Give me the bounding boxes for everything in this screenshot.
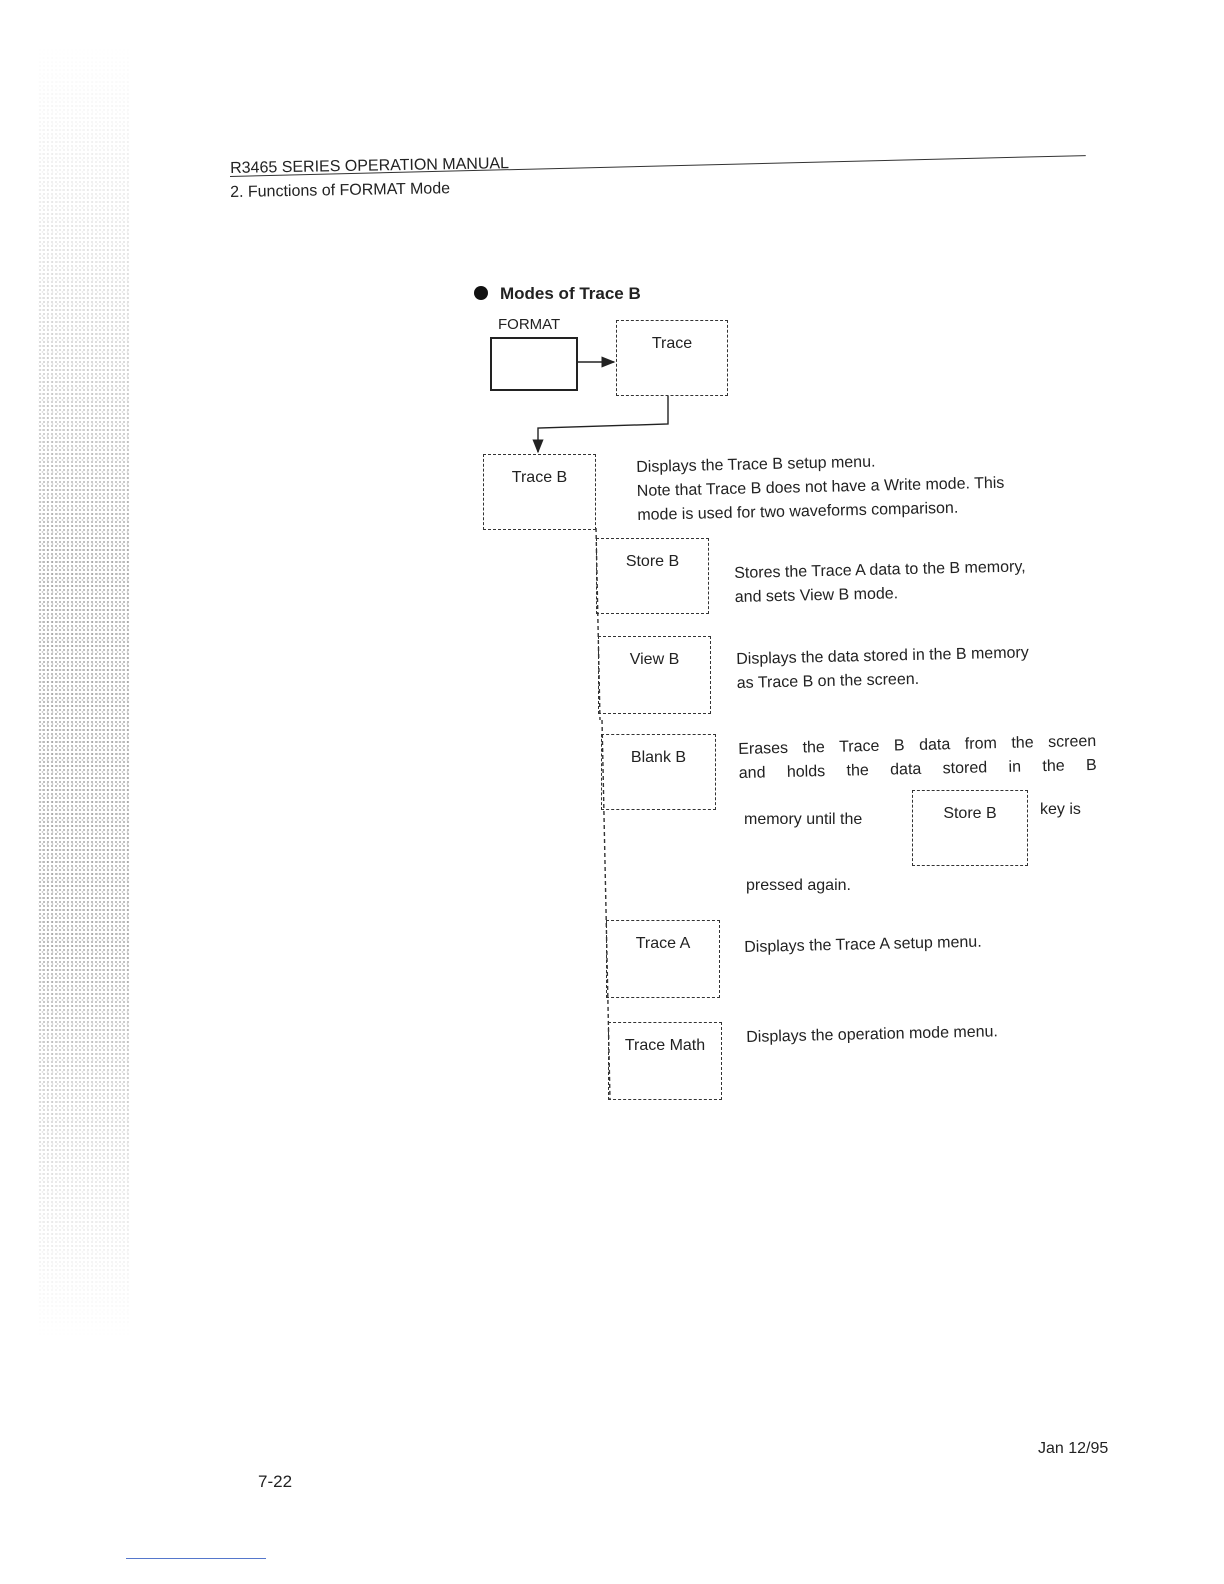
blankb-desc-line4: pressed again. <box>746 877 851 894</box>
blankb-softkey-label: Blank B <box>630 749 687 766</box>
viewb-desc-line2: as Trace B on the screen. <box>736 670 920 692</box>
storeb-desc-line1: Stores the Trace A data to the B memory, <box>734 558 1026 582</box>
traceb-desc-line1: Displays the Trace B setup menu. <box>636 453 876 476</box>
traceb-desc-line2: Note that Trace B does not have a Write mode. This <box>636 474 1005 500</box>
tracea-desc-line1: Displays the Trace A setup menu. <box>744 933 982 956</box>
chapter-subtitle: 2. Functions of FORMAT Mode <box>230 180 451 201</box>
section-heading-text: Modes of Trace B <box>500 284 641 303</box>
manual-title: R3465 SERIES OPERATION MANUAL <box>230 155 510 177</box>
bottom-edge-line <box>126 1558 266 1559</box>
revision-date: Jan 12/95 <box>1038 1440 1109 1457</box>
blankb-desc-line1: Erases the Trace B data from the screen <box>738 732 1097 758</box>
storeb-description <box>734 553 1115 610</box>
storeb-softkey[interactable] <box>596 538 709 614</box>
blankb-desc-line3-suffix: key is <box>1040 801 1081 818</box>
traceb-description <box>636 445 1118 528</box>
traceb-desc-line3: mode is used for two waveforms comparison. <box>637 499 959 524</box>
traceb-softkey[interactable] <box>483 454 596 530</box>
tracea-softkey[interactable] <box>606 920 720 998</box>
storeb-softkey-label: Store B <box>625 553 680 570</box>
blankb-desc-line2: and holds the data stored in the B <box>738 756 1097 782</box>
viewb-softkey[interactable] <box>598 636 711 714</box>
tracemath-softkey[interactable] <box>608 1022 722 1100</box>
tracea-softkey-label: Trace A <box>635 935 691 952</box>
traceb-softkey-label: Trace B <box>511 469 568 486</box>
viewb-desc-line1: Displays the data stored in the B memory <box>736 644 1029 668</box>
tracemath-softkey-label: Trace Math <box>624 1037 706 1054</box>
tracemath-desc-line1: Displays the operation mode menu. <box>746 1023 999 1046</box>
trace-softkey-label: Trace <box>651 335 693 352</box>
storeb-desc-line2: and sets View B mode. <box>734 585 899 606</box>
format-key-label: FORMAT <box>498 316 561 333</box>
viewb-description <box>736 639 1117 696</box>
blankb-description <box>738 730 1097 786</box>
trace-to-traceb-arrow <box>538 396 668 452</box>
inline-storeb-key-label: Store B <box>943 805 997 822</box>
viewb-softkey-label: View B <box>629 651 680 668</box>
inline-storeb-key <box>912 790 1028 866</box>
page-number: 7-22 <box>258 1472 293 1491</box>
blankb-softkey[interactable] <box>601 734 716 810</box>
blankb-desc-line3-prefix: memory until the <box>744 811 863 828</box>
